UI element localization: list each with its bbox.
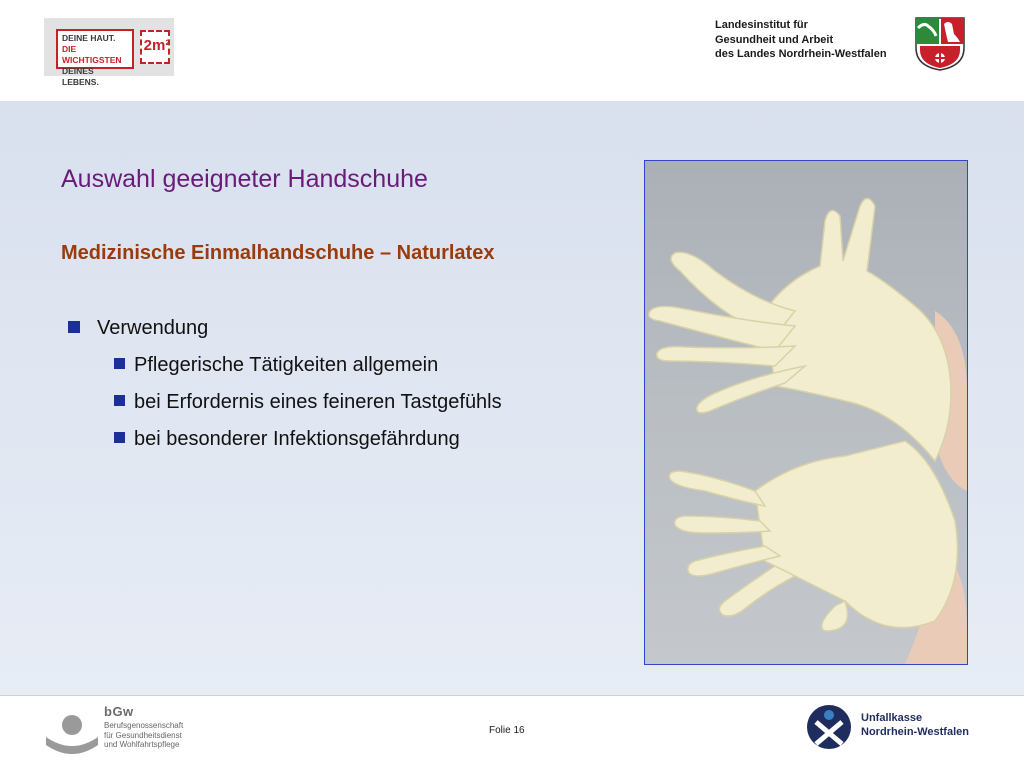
institute-line-3: des Landes Nordrhein-Westfalen (715, 48, 887, 60)
bgw-description (104, 721, 183, 750)
bullet-text: Verwendung (97, 317, 209, 339)
bullet-square-icon (68, 321, 80, 333)
slide-number: Folie 16 (489, 725, 525, 736)
campaign-line-1: DEINE HAUT. (62, 33, 116, 43)
gloves-photo (644, 160, 968, 665)
campaign-line-3: DEINES LEBENS. (62, 66, 99, 87)
institute-line-1: Landesinstitut für (715, 19, 808, 31)
bgw-line-3: und Wohlfahrtspflege (104, 740, 180, 749)
bgw-line-2: für Gesundheitsdienst (104, 730, 182, 740)
unfallkasse-logo-icon (806, 704, 852, 750)
campaign-line-2: DIE WICHTIGSTEN (62, 44, 122, 65)
bgw-logo (104, 705, 183, 750)
bgw-brand: bGw (104, 704, 134, 719)
unfallkasse-name (861, 711, 969, 739)
bgw-line-1: Berufsgenossenschaft (104, 721, 184, 730)
bgw-logo-icon (44, 711, 100, 755)
nrw-crest-icon (914, 16, 966, 72)
institute-line-2: Gesundheit und Arbeit (715, 33, 834, 46)
sub-bullet-item (114, 391, 502, 414)
institute-name (715, 18, 887, 62)
campaign-badge (140, 30, 170, 64)
campaign-badge-text: 2m² (143, 37, 171, 54)
slide-header (0, 0, 1024, 101)
slide-title: Auswahl geeigneter Handschuhe (61, 165, 428, 193)
sub-bullet-item (114, 428, 460, 451)
campaign-logo-text (56, 29, 134, 87)
bullet-square-icon (114, 358, 125, 369)
gloves-illustration (645, 161, 967, 664)
bullet-item (68, 317, 208, 340)
slide-footer (0, 695, 1024, 769)
unfallkasse-line-1: Unfallkasse (861, 712, 923, 724)
sub-bullet-item (114, 354, 438, 377)
sub-bullet-text: bei Erfordernis eines feineren Tastgefühls (134, 391, 502, 413)
campaign-logo (44, 18, 174, 87)
sub-bullet-text: Pflegerische Tätigkeiten allgemein (134, 354, 439, 376)
bullet-square-icon (114, 395, 125, 406)
slide-subtitle: Medizinische Einmalhandschuhe – Naturlatex (61, 242, 495, 264)
bullet-square-icon (114, 432, 125, 443)
sub-bullet-text: bei besonderer Infektionsgefährdung (134, 428, 460, 450)
unfallkasse-line-2: Nordrhein-Westfalen (861, 726, 969, 738)
